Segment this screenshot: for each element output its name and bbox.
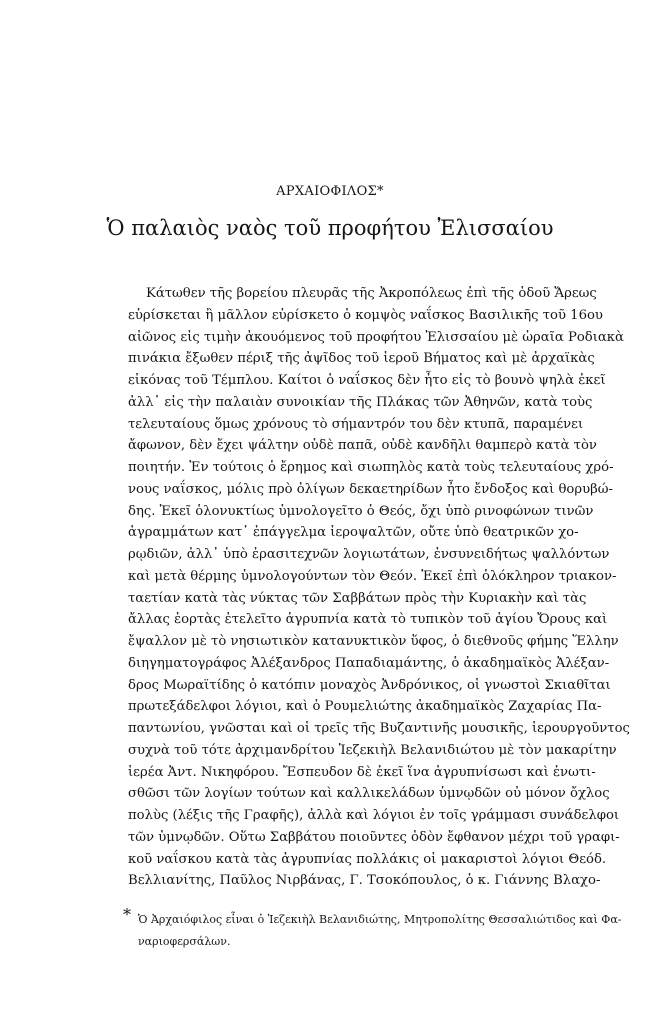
text-line: ποιητήν. Ἐν τούτοις ὁ ἔρημος καὶ σιωπηλὸς κατὰ τοὺς τελευταίους χρό- [128, 460, 614, 475]
text-line: τῶν ὑμνῳδῶν. Οὕτω Σαββάτου ποιοῦντες ὁδὸν ἔφθανον μέχρι τοῦ γραφι- [128, 829, 620, 845]
text-line: ἀλλ᾽ εἰς τὴν παλαιὰν συνοικίαν τῆς Πλάκας τῶν Ἀθηνῶν, κατὰ τοὺς [128, 394, 593, 410]
footnote [123, 905, 622, 953]
text-line: αἰῶνος εἰς τιμὴν ἀκουόμενος τοῦ προφήτου Ἐλισσαίου μὲ ὡραῖα Ροδιακὰ [128, 329, 624, 345]
text-line: καὶ μετὰ θέρμης ὑμνολογούντων τὸν Θεόν. Ἐκεῖ ἐπὶ ὁλόκληρον τριακον- [128, 568, 617, 584]
text-line: νους ναΐσκος, μόλις πρὸ ὀλίγων δεκαετηρίδων ἦτο ἔνδοξος καὶ θορυβώ- [128, 481, 613, 497]
text-line: δης. Ἐκεῖ ὁλονυκτίως ὑμνολογεῖτο ὁ Θεός, ὄχι ὑπὸ ρινοφώνων τινῶν [128, 503, 594, 519]
text-line: συχνὰ τοῦ τότε ἀρχιμανδρίτου Ἰεζεκιὴλ Βελανιδιώτου μὲ τὸν μακαρίτην [128, 742, 617, 758]
footnote-marker: * [123, 905, 131, 924]
text-line: εὑρίσκεται ἢ μᾶλλον εὑρίσκετο ὁ κομψὸς ναΐσκος Βασιλικῆς τοῦ 16ου [128, 307, 603, 323]
text-line: σθῶσι τῶν λογίων τούτων καὶ καλλικελάδων ὑμνῳδῶν οὐ μόνον ὄχλος [128, 786, 610, 802]
text-line: πρωτεξάδελφοι λόγιοι, καὶ ὁ Ρουμελιώτης ἀκαδημαϊκὸς Ζαχαρίας Πα- [128, 699, 602, 715]
text-line: ἄφωνον, δὲν ἔχει ψάλτην οὐδὲ παπᾶ, οὐδὲ κανδῆλι θαμπερὸ κατὰ τὸν [128, 438, 597, 454]
text-line: πινάκια ἔξωθεν πέριξ τῆς ἀψῖδος τοῦ ἱεροῦ Βήματος καὶ μὲ ἀρχαϊκὰς [128, 351, 595, 367]
text-line: ρῳδιῶν, ἀλλ᾽ ὑπὸ ἐρασιτεχνῶν λογιωτάτων, ἐνσυνειδήτως ψαλλόντων [128, 547, 610, 562]
author-heading: ΑΡΧΑΙΟΦΙΛΟΣ* [276, 184, 384, 199]
text-line: ἀγραμμάτων κατ᾽ ἐπάγγελμα ἱεροψαλτῶν, οὔτε ὑπὸ θεατρικῶν χο- [128, 525, 579, 541]
text-line: ἄλλας ἑορτὰς ἐτελεῖτο ἀγρυπνία κατὰ τὸ τυπικὸν τοῦ ἁγίου Ὄρους καὶ [128, 612, 608, 628]
text-line: δρος Μωραϊτίδης ὁ κατόπιν μοναχὸς Ἀνδρόνικος, οἱ γνωστοὶ Σκιαθῖται [128, 677, 611, 693]
article-title: Ὁ παλαιὸς ναὸς τοῦ προφήτου Ἐλισσαίου [106, 216, 554, 240]
footnote-line: ναριοφερσάλων. [138, 935, 231, 948]
text-line: ἔψαλλον μὲ τὸ νησιωτικὸν κατανυκτικὸν ὕφος, ὁ διεθνοῦς φήμης Ἕλλην [128, 634, 619, 649]
text-line: Κάτωθεν τῆς βορείου πλευρᾶς τῆς Ἀκροπόλεως ἐπὶ τῆς ὁδοῦ Ἄρεως [146, 286, 597, 301]
footnote-line: Ὁ Ἀρχαιόφιλος εἶναι ὁ Ἰεζεκιὴλ Βελανιδιώτης, Μητροπολίτης Θεσσαλιώτιδος καὶ Φα- [138, 913, 622, 926]
text-line: διηγηματογράφος Ἀλέξανδρος Παπαδιαμάντης, ὁ ἀκαδημαϊκὸς Ἀλέξαν- [128, 655, 610, 671]
text-line: εἰκόνας τοῦ Τέμπλου. Καίτοι ὁ ναΐσκος δὲν ἦτο εἰς τὸ βουνὸ ψηλὰ ἐκεῖ [128, 373, 606, 388]
text-line: Βελλιανίτης, Παῦλος Νιρβάνας, Γ. Τσοκόπουλος, ὁ κ. Γιάννης Βλαχο- [128, 873, 601, 889]
text-line: τελευταίους ὅμως χρόνους τὸ σήμαντρόν του δὲν κτυπᾶ, παραμένει [128, 416, 584, 432]
text-line: πολὺς (λέξις τῆς Γραφῆς), ἀλλὰ καὶ λόγιοι ἐν τοῖς γράμμασι συνάδελφοι [128, 808, 620, 823]
text-line: ταετίαν κατὰ τὰς νύκτας τῶν Σαββάτων πρὸς τὴν Κυριακὴν καὶ τὰς [128, 590, 587, 606]
text-line: ἱερέα Ἀντ. Νικηφόρου. Ἔσπευδον δὲ ἐκεῖ ἵνα ἀγρυπνίσωσι καὶ ἐνωτι- [128, 764, 596, 780]
body-text [128, 283, 630, 892]
text-line: κοῦ ναΐσκου κατὰ τὰς ἀγρυπνίας πολλάκις οἱ μακαριστοὶ λόγιοι Θεόδ. [128, 851, 607, 867]
text-line: παντωνίου, γνῶσται καὶ οἱ τρεῖς τῆς Βυζαντινῆς μουσικῆς, ἱερουργοῦντος [128, 721, 630, 736]
